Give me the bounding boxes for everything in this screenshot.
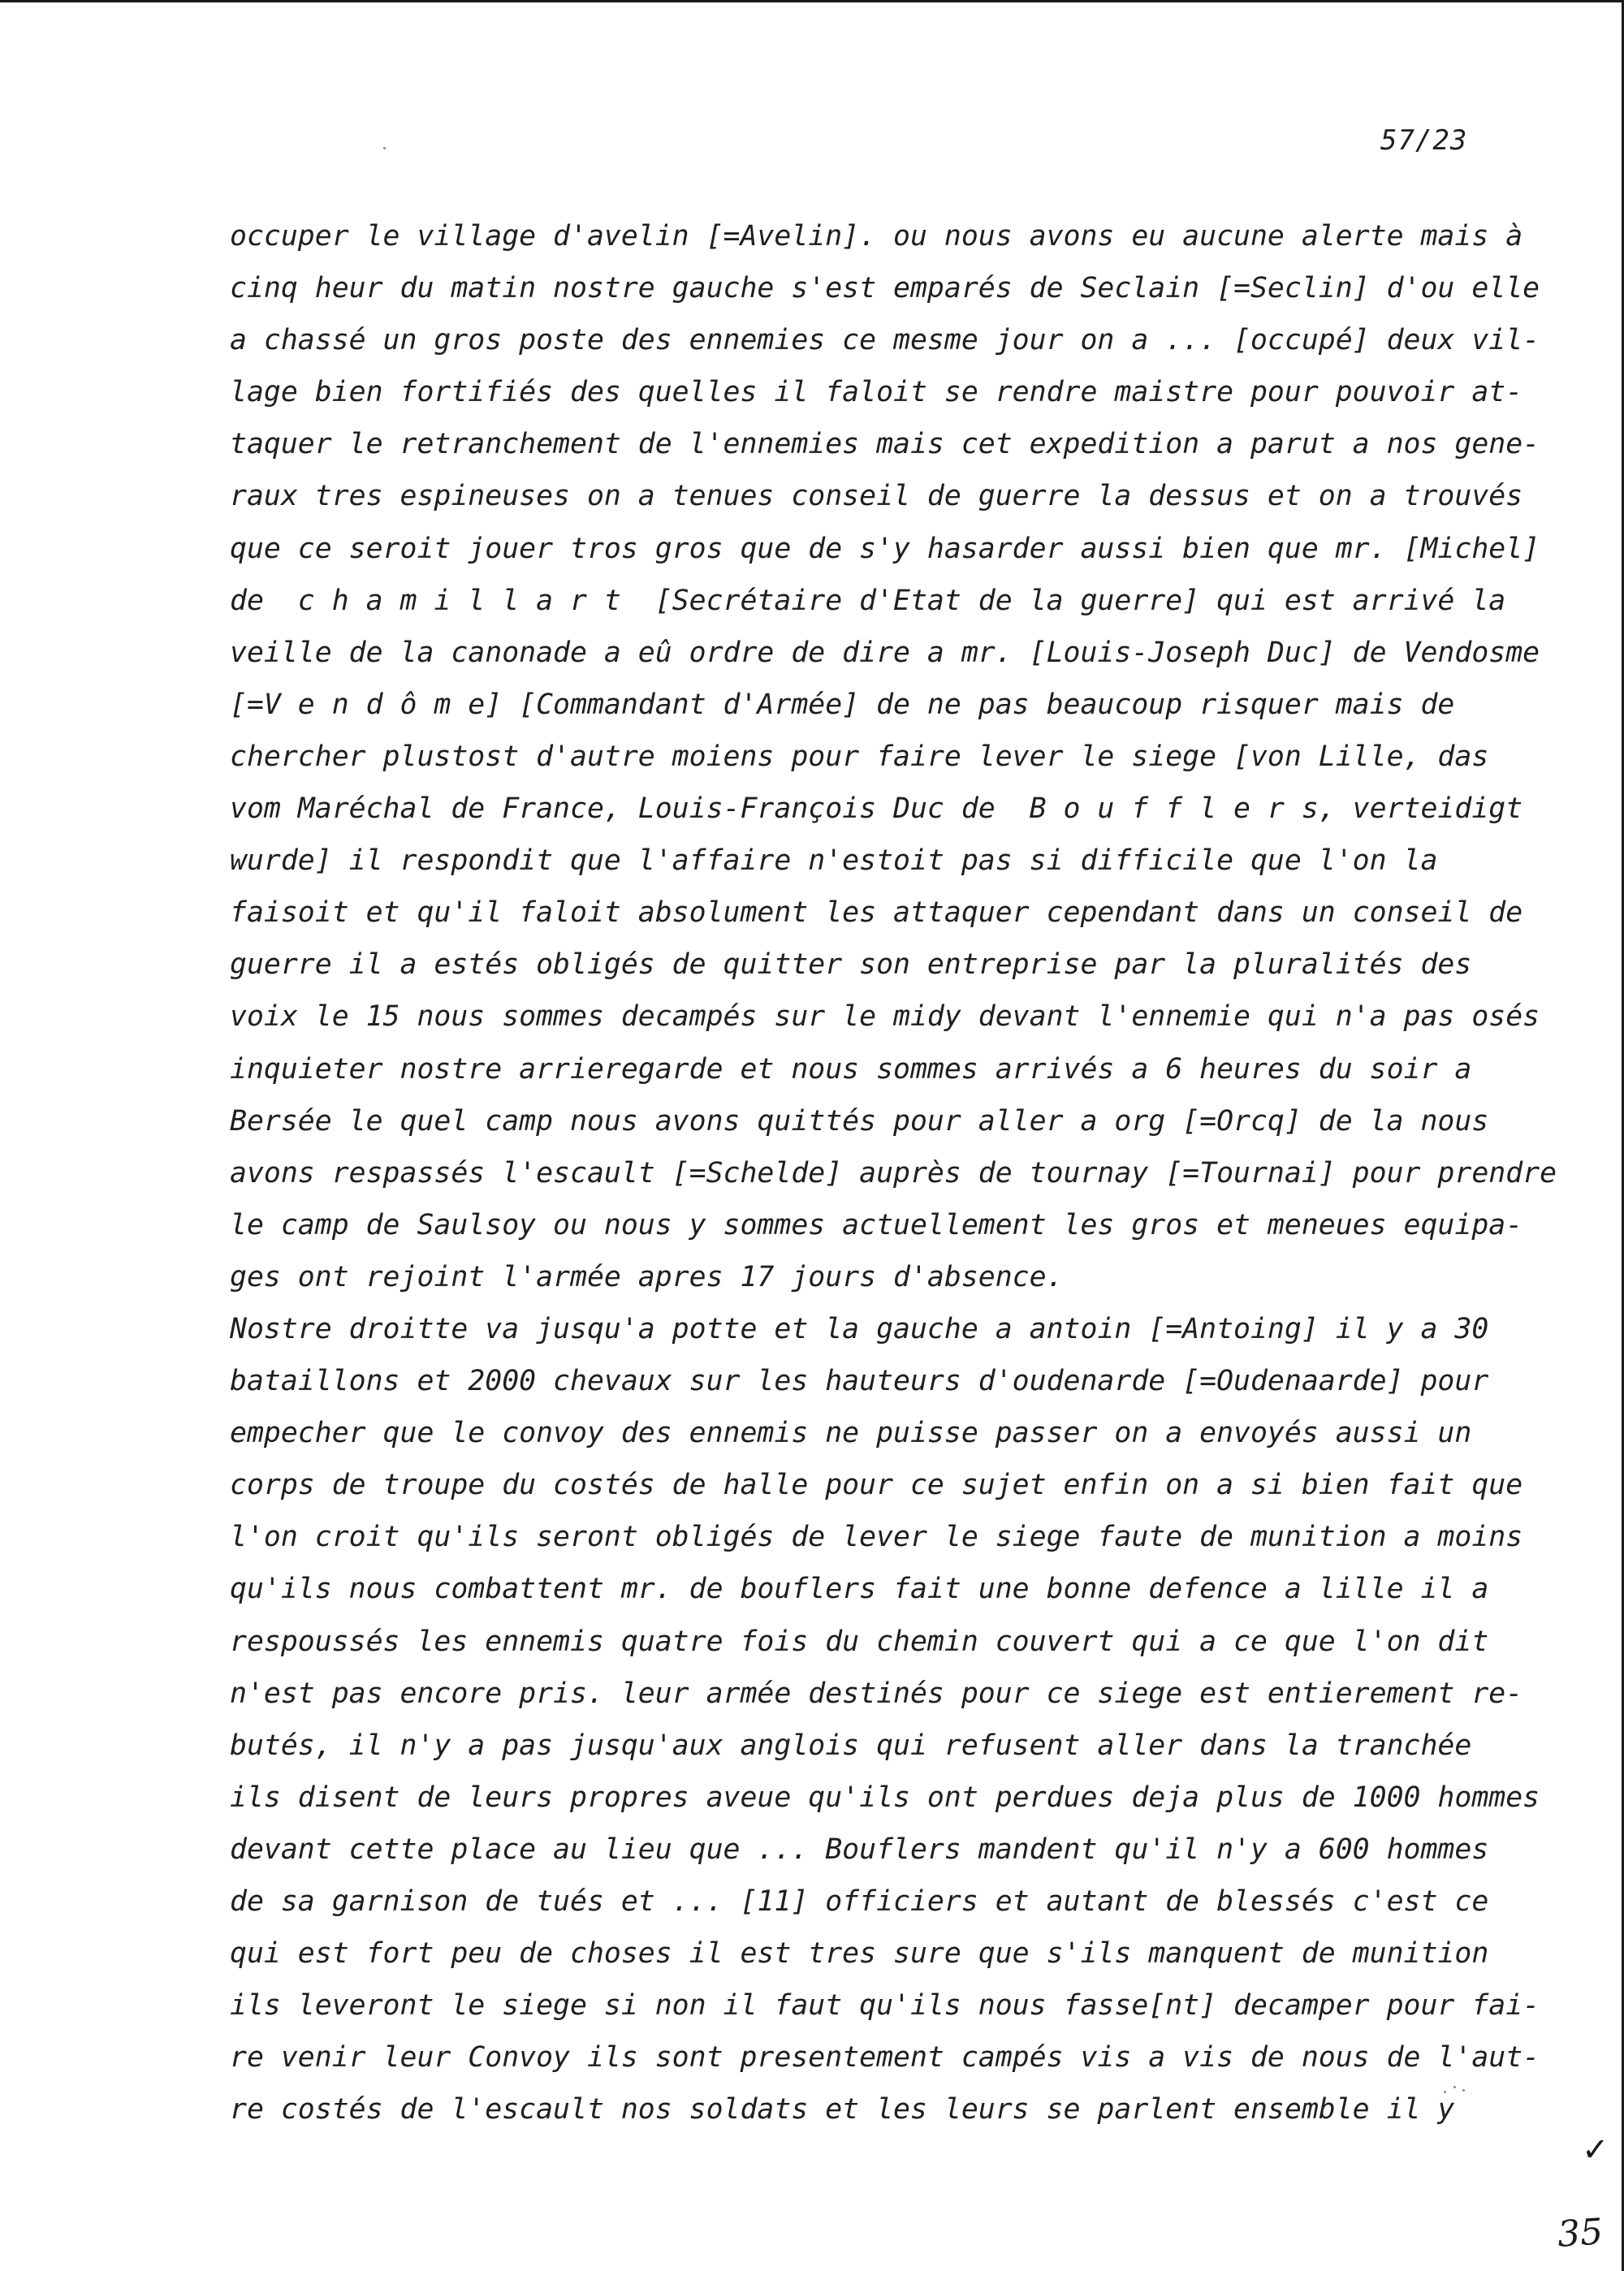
text-line: occuper le village d'avelin [=Avelin]. ou nous avons eu aucune alerte mais à bbox=[230, 220, 1523, 253]
text-line: qui est fort peu de choses il est tres sure que s'ils manquent de munition bbox=[230, 1937, 1489, 1971]
text-line: re venir leur Convoy ils sont presentement campés vis a vis de nous de l'aut- bbox=[230, 2041, 1540, 2075]
scan-speck bbox=[1453, 2086, 1456, 2088]
text-line: re costés de l'escault nos soldats et les leurs se parlent ensemble il y bbox=[230, 2093, 1455, 2126]
text-line: raux tres espineuses on a tenues conseil de guerre la dessus et on a trouvés bbox=[230, 480, 1523, 513]
text-line: ges ont rejoint l'armée apres 17 jours d'absence. bbox=[230, 1260, 1064, 1293]
typed-transcription bbox=[230, 210, 1557, 2135]
text-line: taquer le retranchement de l'ennemies mais cet expedition a parut a nos gene- bbox=[230, 428, 1540, 461]
scan-speck bbox=[383, 147, 386, 149]
text-line: [=V e n d ô m e] [Commandant d'Armée] de ne pas beaucoup risquer mais de bbox=[230, 688, 1455, 721]
text-line: lage bien fortifiés des quelles il faloit se rendre maistre pour pouvoir at- bbox=[230, 376, 1523, 409]
text-line: n'est pas encore pris. leur armée destinés pour ce siege est entierement re- bbox=[230, 1677, 1523, 1710]
text-line: guerre il a estés obligés de quitter son entreprise par la pluralités des bbox=[230, 948, 1472, 982]
text-line: ils leveront le siege si non il faut qu'ils nous fasse[nt] decamper pour fai- bbox=[230, 1989, 1540, 2023]
text-line: Nostre droitte va jusqu'a potte et la gauche a antoin [=Antoing] il y a 30 bbox=[230, 1312, 1489, 1345]
text-line: respoussés les ennemis quatre fois du chemin couvert qui a ce que l'on dit bbox=[230, 1625, 1489, 1658]
text-line: corps de troupe du costés de halle pour ce sujet enfin on a si bien fait que bbox=[230, 1469, 1523, 1502]
text-line: de sa garnison de tués et ... [11] officiers et autant de blessés c'est ce bbox=[230, 1885, 1489, 1918]
text-line: Bersée le quel camp nous avons quittés pour aller a org [=Orcq] de la nous bbox=[230, 1104, 1489, 1138]
text-line: de c h a m i l l a r t [Secrétaire d'Etat de la guerre] qui est arrivé la bbox=[230, 584, 1506, 617]
text-line: chercher plustost d'autre moiens pour faire lever le siege [von Lille, das bbox=[230, 740, 1489, 773]
text-line: a chassé un gros poste des ennemies ce mesme jour on a ... [occupé] deux vil- bbox=[230, 324, 1540, 357]
text-line: veille de la canonade a eû ordre de dire a mr. [Louis-Joseph Duc] de Vendosme bbox=[230, 636, 1540, 669]
text-line: butés, il n'y a pas jusqu'aux anglois qui refusent aller dans la tranchée bbox=[230, 1729, 1472, 1762]
text-line: vom Maréchal de France, Louis-François Duc de B o u f f l e r s, verteidigt bbox=[230, 792, 1523, 826]
text-line: faisoit et qu'il faloit absolument les attaquer cependant dans un conseil de bbox=[230, 896, 1523, 930]
text-line: bataillons et 2000 chevaux sur les hauteurs d'oudenarde [=Oudenaarde] pour bbox=[230, 1365, 1489, 1398]
text-line: ils disent de leurs propres aveue qu'ils ont perdues deja plus de 1000 hommes bbox=[230, 1781, 1540, 1814]
handwritten-folio-number: 35 bbox=[1556, 2211, 1605, 2256]
text-line: wurde] il respondit que l'affaire n'estoit pas si difficile que l'on la bbox=[230, 844, 1438, 878]
check-mark-icon: ✓ bbox=[1582, 2131, 1609, 2169]
page-number: 57/23 bbox=[1380, 124, 1468, 157]
text-line: que ce seroit jouer tros gros que de s'y hasarder aussi bien que mr. [Michel] bbox=[230, 532, 1540, 565]
text-line: inquieter nostre arrieregarde et nous sommes arrivés a 6 heures du soir a bbox=[230, 1052, 1472, 1086]
text-line: qu'ils nous combattent mr. de bouflers fait une bonne defence a lille il a bbox=[230, 1573, 1489, 1606]
text-line: empecher que le convoy des ennemis ne puisse passer on a envoyés aussi un bbox=[230, 1417, 1472, 1450]
scan-speck bbox=[1444, 2091, 1446, 2093]
text-line: avons respassés l'escault [=Schelde] auprès de tournay [=Tournai] pour prendre bbox=[230, 1156, 1557, 1189]
text-line: le camp de Saulsoy ou nous y sommes actuellement les gros et meneues equipa- bbox=[230, 1208, 1523, 1241]
text-line: devant cette place au lieu que ... Bouflers mandent qu'il n'y a 600 hommes bbox=[230, 1833, 1489, 1866]
text-line: l'on croit qu'ils seront obligés de lever le siege faute de munition a moins bbox=[230, 1521, 1523, 1554]
text-line: voix le 15 nous sommes decampés sur le midy devant l'ennemie qui n'a pas osés bbox=[230, 1000, 1540, 1034]
text-line: cinq heur du matin nostre gauche s'est emparés de Seclain [=Seclin] d'ou elle bbox=[230, 272, 1540, 305]
scan-speck bbox=[1462, 2089, 1465, 2092]
